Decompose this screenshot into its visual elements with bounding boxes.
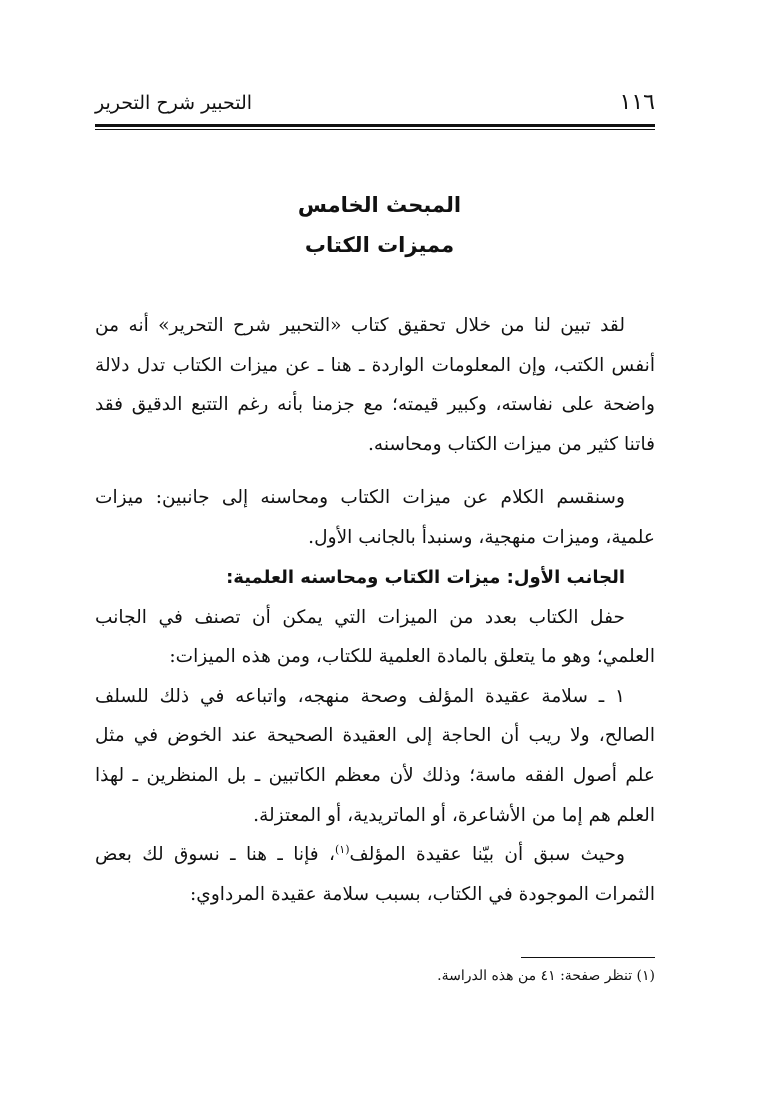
subheading-scientific-features: الجانب الأول: ميزات الكتاب ومحاسنه العلمية:: [226, 566, 625, 588]
footnote: (١) تنظر صفحة: ٤١ من هذه الدراسة.: [437, 968, 655, 984]
paragraph-feature-1: ١ ـ سلامة عقيدة المؤلف وصحة منهجه، واتباعه في ذلك للسلف الصالح، ولا ريب أن الحاجة إلى العقيدة الصحيحة عند الخوض في مثل علم أصول الفقه ماسة؛ وذلك لأن معظم الكاتبين ـ بل المنظرين ـ لهذا العلم هم إما من الأشاعرة، أو الماتريدية، أو المعتزلة.: [95, 685, 655, 826]
footnote-marker: (١): [335, 842, 350, 856]
header-rule: [95, 124, 655, 127]
paragraph-fruits: [95, 835, 655, 914]
paragraph-fruits-end: ، فإنا ـ هنا ـ نسوق لك بعض الثمرات الموجودة في الكتاب، بسبب سلامة عقيدة المرداوي:: [95, 844, 655, 905]
section-subtitle: مميزات الكتاب: [304, 233, 455, 257]
paragraph-intro: لقد تبين لنا من خلال تحقيق كتاب «التحبير شرح التحرير» أنه من أنفس الكتب، وإن المعلومات الواردة ـ هنا ـ عن ميزات الكتاب تدل دلالة واضحة على نفاسته، وكبير قيمته؛ مع جزمنا بأنه رغم التتبع الدقيق فقد فاتنا كثير من ميزات الكتاب ومحاسنه.: [95, 315, 655, 455]
header-rule-thin: [95, 129, 655, 130]
footnote-rule: [521, 957, 655, 958]
paragraph-features-intro: حفل الكتاب بعدد من الميزات التي يمكن أن تصنف في الجانب العلمي؛ وهو ما يتعلق بالمادة العلمية للكتاب، ومن هذه الميزات:: [95, 606, 655, 668]
page-number: ١١٦: [619, 90, 655, 115]
paragraph-fruits-start: وحيث سبق أن بيّنا عقيدة المؤلف: [349, 844, 625, 866]
page-header: [95, 88, 655, 124]
running-title: التحبير شرح التحرير: [95, 92, 253, 114]
paragraph-division: وسنقسم الكلام عن ميزات الكتاب ومحاسنه إلى جانبين: ميزات علمية، وميزات منهجية، وسنبدأ بالجانب الأول.: [95, 487, 655, 548]
body-text: [95, 306, 655, 914]
section-title: المبحث الخامس: [297, 193, 462, 217]
